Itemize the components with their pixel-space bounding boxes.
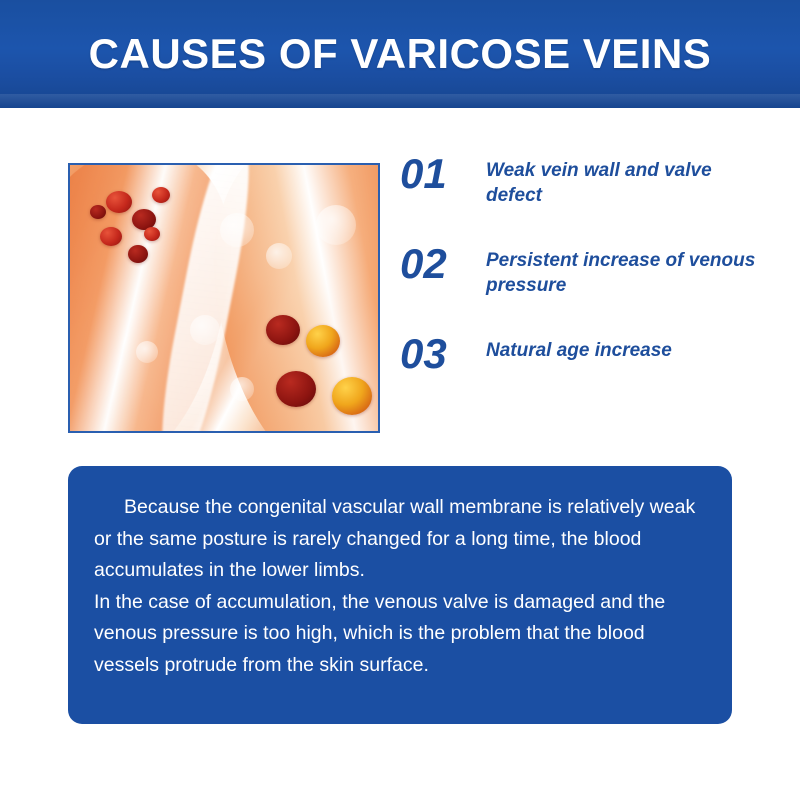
red-blood-cell-highlight — [332, 377, 372, 415]
explanation-paragraph: Because the congenital vascular wall membrane is relatively weak or the same posture is rarely changed for a long time, the blood accumulates in the lower limbs. — [94, 496, 696, 582]
varicose-vein-illustration — [68, 163, 380, 433]
cause-number: 02 — [400, 240, 447, 288]
bokeh-circle — [136, 341, 158, 363]
explanation-panel — [68, 466, 732, 724]
cause-text: Persistent increase of venous pressure — [486, 250, 756, 297]
header-banner — [0, 0, 800, 108]
red-blood-cell — [266, 315, 300, 345]
bokeh-circle — [230, 377, 254, 401]
list-item — [400, 242, 760, 298]
red-blood-cell — [152, 187, 170, 203]
illustration-background — [70, 165, 378, 431]
bokeh-circle — [316, 205, 356, 245]
bokeh-circle — [220, 213, 254, 247]
red-blood-cell — [128, 245, 148, 263]
red-blood-cell — [106, 191, 132, 213]
bokeh-circle — [266, 243, 292, 269]
cause-number: 03 — [400, 330, 447, 378]
red-blood-cell — [144, 227, 160, 241]
causes-list — [400, 152, 760, 376]
list-item — [400, 332, 760, 376]
list-item — [400, 152, 760, 208]
red-blood-cell — [100, 227, 122, 246]
cause-number: 01 — [400, 150, 447, 197]
causes-section — [0, 108, 800, 458]
page-title: CAUSES OF VARICOSE VEINS — [88, 30, 712, 77]
red-blood-cell — [276, 371, 316, 407]
red-blood-cell — [90, 205, 106, 219]
bokeh-circle — [190, 315, 220, 345]
explanation-paragraph: In the case of accumulation, the venous valve is damaged and the venous pressure is too high, which is the problem that the blood vessels protrude from the skin surface. — [94, 590, 666, 676]
cause-text: Natural age increase — [486, 340, 672, 362]
cause-text: Weak vein wall and valve defect — [486, 160, 712, 207]
red-blood-cell-highlight — [306, 325, 340, 357]
